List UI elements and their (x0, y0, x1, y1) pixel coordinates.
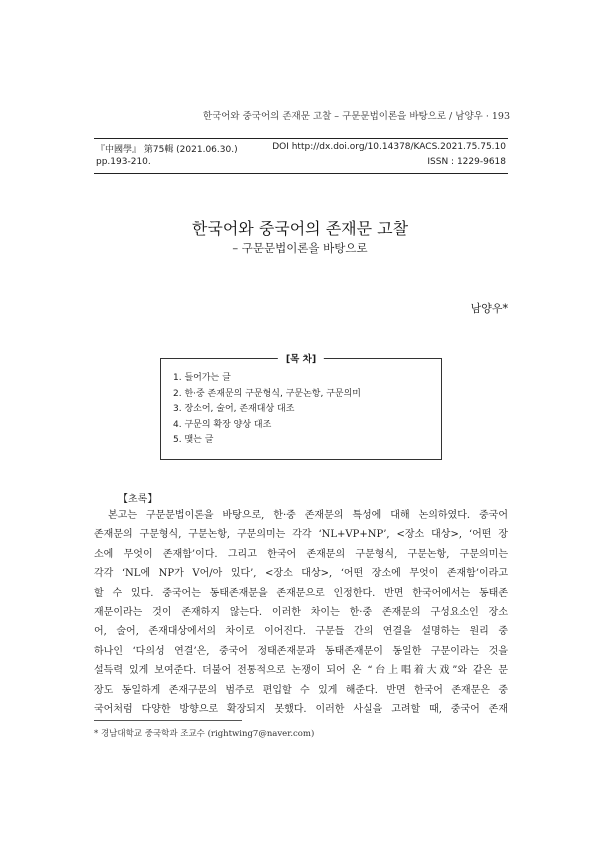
toc-item: 1. 들어가는 글 (173, 373, 231, 383)
paper-title: 한국어와 중국어의 존재문 고찰 (191, 219, 409, 238)
toc-item: 2. 한·중 존재문의 구문형식, 구문논항, 구문의미 (173, 388, 361, 399)
abstract-line: 재문이라는 것이 존재하지 않는다. 이러한 차이는 한·중 존재문의 구성요소인 장소 (94, 607, 508, 619)
doi-link[interactable]: DOI http://dx.doi.org/10.14378/KACS.2021.75.75.10 (272, 142, 506, 152)
page-range: pp.193-210. (96, 157, 151, 167)
toc-item: 4. 구문의 확장 양상 대조 (173, 419, 272, 430)
abstract-line: 국어처럼 다양한 방향으로 확장되지 못했다. 이러한 사실을 고려할 때, 중국어 존재 (94, 704, 508, 716)
abstract-line: 어, 술어, 존재대상에서의 차이로 이어진다. 구문들 간의 연결을 설명하는 원리 중 (94, 626, 508, 638)
author-name: 남양우* (470, 302, 508, 315)
abstract-body (94, 506, 508, 719)
paper-subtitle: – 구문문법이론을 바탕으로 (232, 241, 368, 255)
abstract-line: 설득력 있게 보여준다. 더불어 전통적으로 논쟁이 되어 온 “台上唱着大戏”와 같은 문 (94, 665, 508, 677)
abstract-line: 하나인 ‘다의성 연결’은, 중국어 정태존재문과 동태존재문이 동일한 구문이라는 것을 (94, 645, 508, 657)
toc-heading: [목 차] (278, 351, 324, 365)
abstract-line: 할 수 있다. 중국어는 동태존재문을 존재문으로 인정한다. 반면 한국어에서는 동태존 (94, 587, 508, 599)
table-of-contents (160, 354, 442, 460)
abstract-line: 본고는 구문문법이론을 바탕으로, 한·중 존재문의 특성에 대해 논의하였다. 중국어 (108, 510, 508, 521)
toc-list (173, 371, 361, 449)
abstract-line: 소에 무엇이 존재함’이다. 그리고 한국어 존재문의 구문형식, 구문논항, 구문의미는 (94, 548, 508, 560)
footnote-divider (94, 720, 242, 721)
journal-name-issue: 『中國學』 第75輯 (2021.06.30.) (96, 145, 238, 155)
abstract-label: 【초록】 (118, 494, 158, 505)
abstract-line: 존재문의 구문형식, 구문논항, 구문의미는 각각 ‘NL+VP+NP’, <장소 대상>, ‘어떤 장 (94, 529, 508, 541)
abstract-line: 장도 동일하게 존재구문의 범주로 편입할 수 있게 해준다. 반면 한국어 존재문은 중 (94, 684, 508, 696)
author-footnote: * 경남대학교 중국학과 조교수 (rightwing7@naver.com) (94, 729, 315, 739)
running-head: 한국어와 중국어의 존재문 고찰 – 구문문법이론을 바탕으로 / 남양우 · 193 (202, 111, 510, 122)
issn: ISSN : 1229-9618 (427, 157, 506, 167)
journal-info-box (94, 138, 508, 174)
abstract-line: 각각 ‘NL에 NP가 V어/아 있다’, <장소 대상>, ‘어떤 장소에 무엇이 존재함’이라고 (94, 568, 508, 580)
toc-item: 3. 장소어, 술어, 존재대상 대조 (173, 404, 295, 414)
toc-item: 5. 맺는 글 (173, 435, 214, 445)
